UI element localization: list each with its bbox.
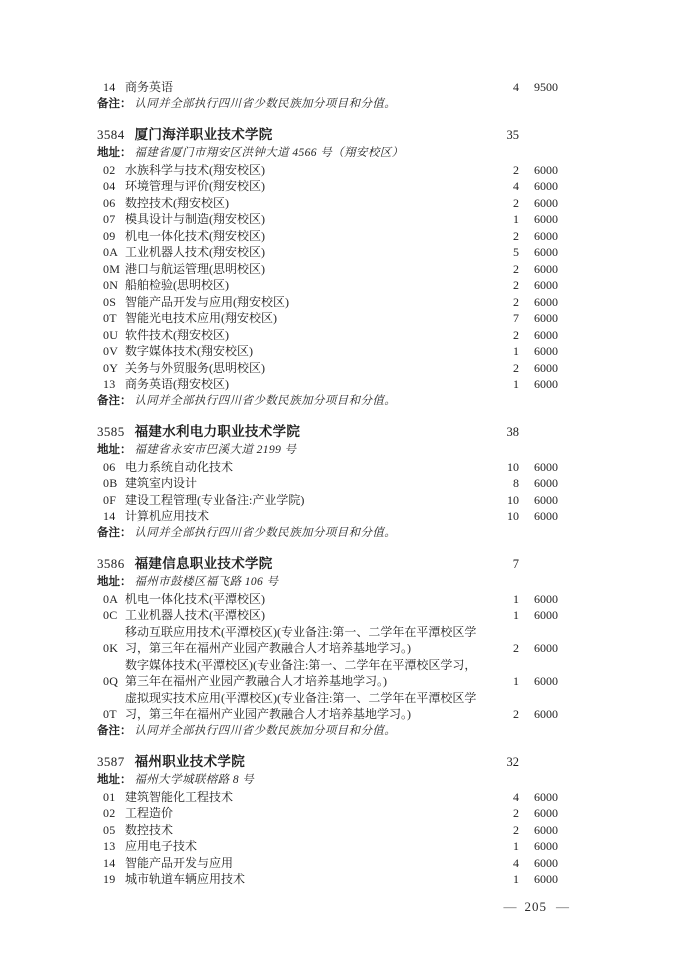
program-count: 8 (513, 476, 519, 490)
note-row (97, 525, 558, 542)
program-fee: 6000 (534, 245, 558, 259)
school-name: 福建水利电力职业技术学院 (134, 424, 301, 439)
program-code: 02 (103, 806, 116, 820)
school-code: 3587 (97, 754, 125, 769)
program-count: 4 (513, 80, 519, 94)
program-count: 1 (513, 377, 519, 391)
program-fee: 6000 (534, 789, 558, 804)
program-fee: 6000 (534, 674, 558, 688)
program-row (97, 79, 558, 96)
program-name: 工业机器人技术(平潭校区) (125, 608, 265, 622)
program-row (97, 657, 558, 690)
program-fee: 6000 (534, 822, 558, 837)
program-name: 模具设计与制造(翔安校区) (125, 212, 265, 226)
program-code: 13 (103, 377, 116, 391)
note-label: 备注： (97, 724, 132, 737)
program-name: 建筑智能化工程技术 (125, 789, 234, 804)
program-row (97, 261, 558, 278)
program-fee: 6000 (534, 311, 558, 325)
program-row (97, 838, 558, 855)
program-count: 10 (507, 492, 519, 507)
program-name: 机电一体化技术(平潭校区) (125, 591, 265, 606)
program-count: 2 (513, 228, 519, 243)
program-name: 数字媒体技术(平潭校区)(专业备注:第一、二学年在平潭校区学习，第三年在福州产业园产教融合人才培养基地学习。) (125, 657, 477, 688)
address-label: 地址： (97, 774, 132, 786)
school-name: 福州职业技术学院 (134, 754, 246, 769)
program-code: 07 (103, 212, 116, 226)
program-code: 0F (103, 492, 117, 507)
note-label: 备注： (97, 394, 132, 407)
address-label: 地址： (97, 147, 132, 159)
note-row (97, 96, 558, 113)
program-code: 19 (103, 872, 116, 886)
program-fee: 6000 (534, 806, 558, 820)
program-row (97, 277, 558, 294)
program-fee: 6000 (534, 855, 558, 870)
program-fee: 6000 (534, 162, 558, 177)
program-list (97, 459, 558, 525)
program-count: 1 (513, 591, 519, 606)
school-header (97, 125, 558, 145)
program-code: 0T (103, 707, 117, 721)
note-text: 认同并全部执行四川省少数民族加分项目和分值。 (134, 97, 397, 110)
program-row (97, 855, 558, 872)
program-row (97, 178, 558, 195)
program-name: 水族科学与技术(翔安校区) (125, 162, 265, 177)
program-code: 06 (103, 195, 116, 210)
program-count: 2 (513, 195, 519, 210)
note-row (97, 393, 558, 410)
page-number: 205 (524, 899, 547, 914)
program-code: 05 (103, 822, 116, 837)
school-code: 3584 (97, 127, 125, 142)
program-row (97, 690, 558, 723)
program-count: 2 (513, 641, 519, 655)
program-fee: 6000 (534, 327, 558, 342)
school-section (97, 554, 558, 739)
program-count: 1 (513, 839, 519, 853)
school-code: 3585 (97, 424, 125, 439)
program-name: 应用电子技术 (125, 839, 198, 853)
program-row (97, 822, 558, 839)
program-row (97, 327, 558, 344)
program-count: 2 (513, 822, 519, 837)
program-fee: 6000 (534, 509, 558, 523)
program-row (97, 211, 558, 228)
program-name: 智能产品开发与应用 (125, 855, 234, 870)
program-row (97, 624, 558, 657)
program-count: 2 (513, 162, 519, 177)
program-name: 数控技术 (125, 822, 174, 837)
program-row (97, 508, 558, 525)
program-code: 0V (103, 344, 119, 358)
school-total-count: 35 (506, 128, 519, 142)
program-count: 4 (513, 179, 519, 193)
program-name: 关务与外贸服务(思明校区) (125, 360, 265, 375)
program-fee: 6000 (534, 591, 558, 606)
school-name: 厦门海洋职业技术学院 (134, 127, 273, 142)
program-name: 商务英语 (125, 80, 174, 94)
page-footer (495, 899, 578, 915)
program-fee: 6000 (534, 179, 558, 193)
program-row (97, 244, 558, 261)
program-name: 城市轨道车辆应用技术 (125, 872, 246, 886)
address-row (97, 772, 558, 789)
program-fee: 6000 (534, 476, 558, 490)
program-code: 0Q (103, 674, 119, 688)
program-row (97, 343, 558, 360)
program-name: 船舶检验(思明校区) (125, 278, 229, 292)
program-name: 港口与航运管理(思明校区) (125, 261, 265, 276)
program-code: 0N (103, 278, 119, 292)
program-count: 2 (513, 360, 519, 375)
program-row (97, 195, 558, 212)
program-row (97, 228, 558, 245)
program-code: 02 (103, 162, 116, 177)
program-name: 电力系统自动化技术 (125, 459, 234, 474)
program-fee: 6000 (534, 344, 558, 358)
program-row (97, 607, 558, 624)
school-section (97, 79, 558, 112)
program-name: 移动互联应用技术(平潭校区)(专业备注:第一、二学年在平潭校区学习，第三年在福州产业园产教融合人才培养基地学习。) (125, 624, 477, 655)
school-total-count: 38 (506, 425, 519, 439)
program-code: 0U (103, 327, 119, 342)
program-code: 0B (103, 476, 118, 490)
program-name: 计算机应用技术 (125, 509, 210, 523)
address-label: 地址： (97, 444, 132, 456)
address-text: 福建省厦门市翔安区洪钟大道 4566 号（翔安校区） (134, 147, 404, 159)
program-count: 2 (513, 261, 519, 276)
address-text: 福建省永安市巴溪大道 2199 号 (134, 444, 297, 456)
program-row (97, 459, 558, 476)
program-count: 1 (513, 872, 519, 886)
program-fee: 6000 (534, 228, 558, 243)
program-code: 0C (103, 608, 118, 622)
program-code: 01 (103, 789, 116, 804)
address-row (97, 574, 558, 591)
program-fee: 9500 (534, 80, 558, 94)
program-code: 04 (103, 179, 116, 193)
program-fee: 6000 (534, 212, 558, 226)
program-fee: 6000 (534, 278, 558, 292)
program-name: 数字媒体技术(翔安校区) (125, 344, 253, 358)
program-code: 0K (103, 641, 119, 655)
program-fee: 6000 (534, 872, 558, 886)
school-header (97, 554, 558, 574)
program-name: 建筑室内设计 (125, 476, 198, 490)
program-row (97, 591, 558, 608)
program-count: 10 (507, 509, 519, 523)
program-code: 14 (103, 80, 116, 94)
program-code: 0A (103, 245, 119, 259)
program-name: 软件技术(翔安校区) (125, 327, 229, 342)
program-name: 虚拟现实技术应用(平潭校区)(专业备注:第一、二学年在平潭校区学习，第三年在福州产业园产教融合人才培养基地学习。) (125, 690, 477, 721)
program-fee: 6000 (534, 294, 558, 309)
program-name: 数控技术(翔安校区) (125, 195, 229, 210)
note-row (97, 723, 558, 740)
program-code: 13 (103, 839, 116, 853)
program-code: 14 (103, 509, 116, 523)
program-count: 4 (513, 789, 519, 804)
address-text: 福州市鼓楼区福飞路 106 号 (134, 576, 279, 588)
program-count: 10 (507, 459, 519, 474)
school-header (97, 752, 558, 772)
school-section (97, 125, 558, 409)
program-count: 1 (513, 212, 519, 226)
school-code: 3586 (97, 556, 125, 571)
program-row (97, 805, 558, 822)
program-code: 14 (103, 855, 116, 870)
address-row (97, 442, 558, 459)
program-row (97, 871, 558, 888)
program-row (97, 310, 558, 327)
program-name: 工业机器人技术(翔安校区) (125, 245, 265, 259)
footer-dash-right: — (556, 899, 568, 914)
program-fee: 6000 (534, 707, 558, 721)
address-text: 福州大学城联榕路 8 号 (134, 774, 255, 786)
program-count: 1 (513, 674, 519, 688)
program-count: 2 (513, 294, 519, 309)
school-total-count: 7 (512, 557, 519, 571)
note-text: 认同并全部执行四川省少数民族加分项目和分值。 (134, 724, 397, 737)
program-name: 商务英语(翔安校区) (125, 377, 229, 391)
school-section (97, 422, 558, 541)
program-name: 智能光电技术应用(翔安校区) (125, 311, 277, 325)
school-header (97, 422, 558, 442)
program-code: 0M (103, 261, 121, 276)
program-list (97, 591, 558, 723)
program-fee: 6000 (534, 195, 558, 210)
program-row (97, 294, 558, 311)
program-list (97, 162, 558, 393)
note-label: 备注： (97, 526, 132, 539)
program-name: 智能产品开发与应用(翔安校区) (125, 294, 289, 309)
program-row (97, 475, 558, 492)
program-count: 4 (513, 855, 519, 870)
program-fee: 6000 (534, 459, 558, 474)
school-section (97, 752, 558, 888)
address-row (97, 145, 558, 162)
program-fee: 6000 (534, 261, 558, 276)
program-code: 0T (103, 311, 117, 325)
program-code: 0Y (103, 360, 119, 375)
note-text: 认同并全部执行四川省少数民族加分项目和分值。 (134, 526, 397, 539)
program-count: 1 (513, 344, 519, 358)
program-name: 工程造价 (125, 806, 174, 820)
note-text: 认同并全部执行四川省少数民族加分项目和分值。 (134, 394, 397, 407)
program-name: 建设工程管理(专业备注:产业学院) (125, 492, 305, 507)
address-label: 地址： (97, 576, 132, 588)
program-code: 0S (103, 294, 117, 309)
program-count: 1 (513, 608, 519, 622)
program-fee: 6000 (534, 608, 558, 622)
program-name: 环境管理与评价(翔安校区) (125, 179, 265, 193)
program-fee: 6000 (534, 377, 558, 391)
program-row (97, 360, 558, 377)
program-fee: 6000 (534, 839, 558, 853)
program-code: 0A (103, 591, 119, 606)
note-label: 备注： (97, 97, 132, 110)
program-row (97, 492, 558, 509)
program-row (97, 789, 558, 806)
program-code: 06 (103, 459, 116, 474)
program-count: 2 (513, 278, 519, 292)
program-code: 09 (103, 228, 116, 243)
document-body (97, 79, 558, 888)
program-count: 7 (513, 311, 519, 325)
program-fee: 6000 (534, 492, 558, 507)
program-list (97, 79, 558, 96)
program-count: 2 (513, 327, 519, 342)
program-list (97, 789, 558, 888)
program-fee: 6000 (534, 641, 558, 655)
footer-dash-left: — (503, 899, 516, 914)
program-name: 机电一体化技术(翔安校区) (125, 228, 265, 243)
program-count: 2 (513, 707, 519, 721)
program-count: 5 (513, 245, 519, 259)
program-row (97, 162, 558, 179)
school-total-count: 32 (506, 755, 519, 769)
program-fee: 6000 (534, 360, 558, 375)
school-name: 福建信息职业技术学院 (134, 556, 273, 571)
program-count: 2 (513, 806, 519, 820)
program-row (97, 376, 558, 393)
